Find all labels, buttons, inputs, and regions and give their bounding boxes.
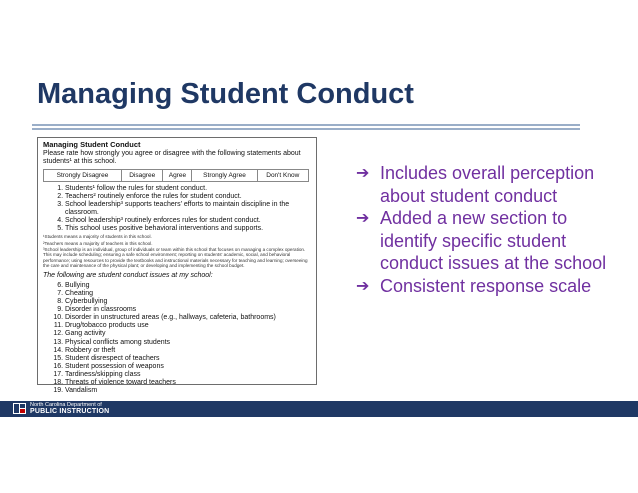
bullet-point bbox=[356, 275, 626, 298]
issues-intro: The following are student conduct issues at my school: bbox=[43, 272, 213, 280]
footnote: ³School leadership is an individual, group of individuals or team within this school that focuses on managing a complex operation. This may include scheduling; ensuring a safe school environment; reporting on students' academic, social, and behavioral performance; using resources to provide the textbooks and instructional materials necessary for teaching and learning; overseeing the care and maintenance of the physical plant; or developing and implementing the school budget. bbox=[43, 247, 308, 268]
response-scale bbox=[43, 169, 309, 182]
slide-title: Managing Student Conduct bbox=[37, 78, 414, 110]
issues-list bbox=[43, 282, 311, 395]
list-item: 2. Teachers² routinely enforce the rules for student conduct. bbox=[65, 193, 311, 201]
arrow-icon: ➔ bbox=[356, 163, 370, 182]
bullet-point bbox=[356, 207, 626, 275]
footer-bar bbox=[0, 401, 638, 417]
list-item: 13. Physical conflicts among students bbox=[65, 339, 311, 347]
list-item: 5. This school uses positive behavioral interventions and supports. bbox=[65, 225, 311, 233]
scale-option: Strongly Disagree bbox=[44, 169, 122, 181]
org-name-line2: PUBLIC INSTRUCTION bbox=[30, 408, 110, 415]
list-item: 19. Vandalism bbox=[65, 387, 311, 395]
scale-option: Disagree bbox=[122, 169, 163, 181]
bullet-text: Added a new section to identify specific student conduct issues at the school bbox=[380, 208, 607, 273]
bullet-point bbox=[356, 162, 626, 207]
scale-option: Agree bbox=[163, 169, 192, 181]
list-item: 10. Disorder in unstructured areas (e.g., hallways, cafeteria, bathrooms) bbox=[65, 314, 311, 322]
statement-list bbox=[43, 185, 311, 233]
scale-option: Strongly Agree bbox=[192, 169, 257, 181]
ncdpi-logo-icon bbox=[13, 403, 26, 414]
list-item: 1. Students¹ follow the rules for student conduct. bbox=[65, 185, 311, 193]
bullet-text: Consistent response scale bbox=[380, 275, 592, 296]
list-item: 17. Tardiness/skipping class bbox=[65, 371, 311, 379]
survey-excerpt bbox=[37, 137, 317, 394]
list-item: 11. Drug/tobacco products use bbox=[65, 322, 311, 330]
list-item: 3. School leadership³ supports teachers' efforts to maintain discipline in the classroom. bbox=[65, 201, 311, 217]
bullet-text: Includes overall perception about student conduct bbox=[380, 163, 595, 206]
list-item: 6. Bullying bbox=[65, 282, 311, 290]
list-item: 15. Student disrespect of teachers bbox=[65, 355, 311, 363]
arrow-icon: ➔ bbox=[356, 208, 370, 227]
survey-prompt: Please rate how strongly you agree or disagree with the following statements about students¹ at this school. bbox=[43, 149, 301, 165]
list-item: 9. Disorder in classrooms bbox=[65, 306, 311, 314]
list-item: 16. Student possession of weapons bbox=[65, 363, 311, 371]
bullet-list bbox=[356, 162, 626, 297]
org-name-line1: North Carolina Department of bbox=[30, 402, 102, 408]
footnote: ¹Students means a majority of students in this school. bbox=[43, 234, 152, 240]
list-item: 8. Cyberbullying bbox=[65, 298, 311, 306]
list-item: 12. Gang activity bbox=[65, 330, 311, 338]
title-divider bbox=[32, 124, 580, 130]
list-item: 4. School leadership³ routinely enforces rules for student conduct. bbox=[65, 217, 311, 225]
scale-option: Don't Know bbox=[257, 169, 308, 181]
list-item: 14. Robbery or theft bbox=[65, 347, 311, 355]
survey-heading: Managing Student Conduct bbox=[43, 140, 141, 149]
arrow-icon: ➔ bbox=[356, 275, 370, 295]
list-item: 7. Cheating bbox=[65, 290, 311, 298]
list-item: 18. Threats of violence toward teachers bbox=[65, 379, 311, 387]
footnote: ²Teachers means a majority of teachers in this school. bbox=[43, 240, 153, 246]
